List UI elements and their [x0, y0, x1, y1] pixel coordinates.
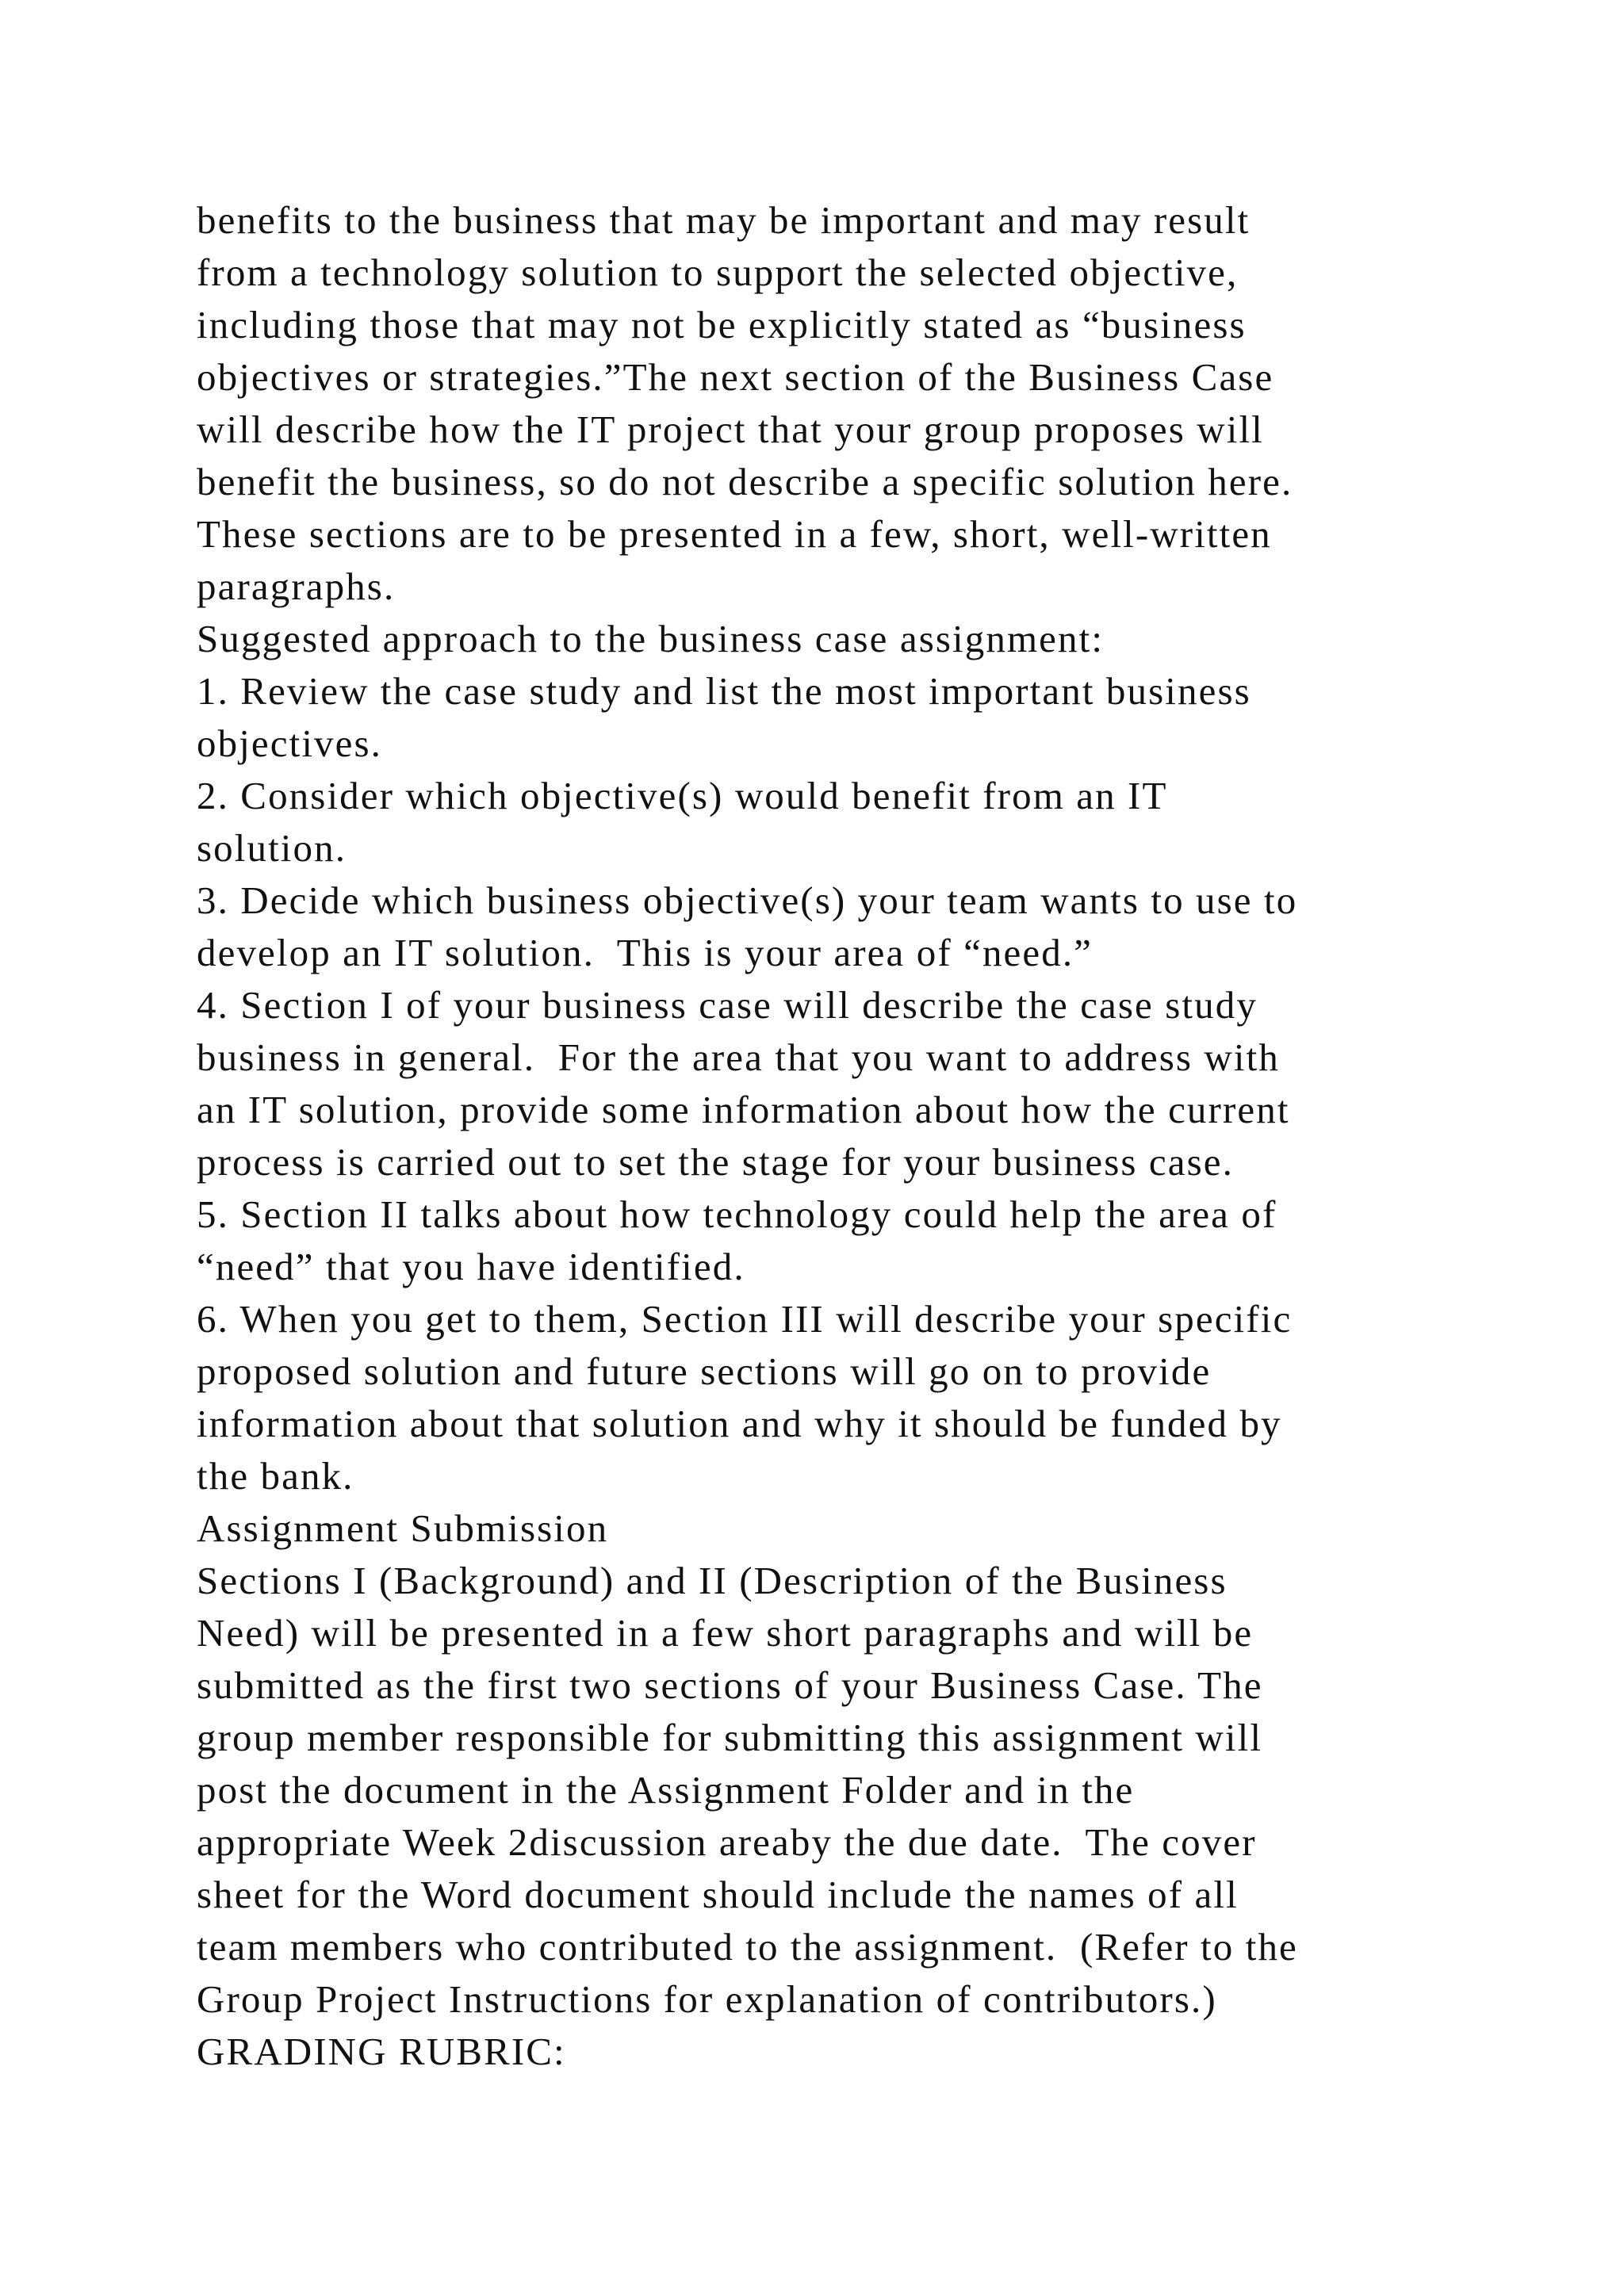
list-item: “need” that you have identified.	[197, 1245, 745, 1288]
list-item: 5. Section II talks about how technology could help the area of	[197, 1192, 1277, 1236]
list-item: the bank.	[197, 1454, 354, 1498]
text-line: benefit the business, so do not describe a specific solution here.	[197, 460, 1293, 503]
text-line: post the document in the Assignment Folder and in the	[197, 1768, 1135, 1812]
text-line: These sections are to be presented in a few, short, well-written	[197, 512, 1272, 556]
list-item: business in general. For the area that you want to address with	[197, 1035, 1280, 1079]
list-item: process is carried out to set the stage for your business case.	[197, 1140, 1234, 1184]
document-body	[197, 194, 1497, 2078]
text-line: benefits to the business that may be important and may result	[197, 198, 1251, 242]
text-line: from a technology solution to support the selected objective,	[197, 251, 1239, 294]
text-line: team members who contributed to the assignment. (Refer to the	[197, 1925, 1298, 1969]
text-line: sheet for the Word document should include the names of all	[197, 1873, 1239, 1916]
text-line: appropriate Week 2discussion areaby the due date. The cover	[197, 1820, 1257, 1864]
list-item: solution.	[197, 826, 347, 870]
text-line: will describe how the IT project that your group proposes will	[197, 408, 1264, 451]
list-item: proposed solution and future sections will go on to provide	[197, 1349, 1212, 1393]
list-item: develop an IT solution. This is your area of “need.”	[197, 931, 1094, 974]
list-item: 3. Decide which business objective(s) your team wants to use to	[197, 878, 1298, 922]
list-item: 1. Review the case study and list the most important business	[197, 669, 1251, 713]
text-line: paragraphs.	[197, 564, 396, 608]
text-line: Group Project Instructions for explanation of contributors.)	[197, 1977, 1217, 2021]
section-heading: GRADING RUBRIC:	[197, 2030, 566, 2073]
text-line: Sections I (Background) and II (Description of the Business	[197, 1559, 1228, 1602]
text-line: Need) will be presented in a few short paragraphs and will be	[197, 1611, 1254, 1655]
list-item: information about that solution and why it should be funded by	[197, 1402, 1282, 1445]
section-heading: Assignment Submission	[197, 1506, 609, 1550]
list-item: objectives.	[197, 721, 383, 765]
list-item: 2. Consider which objective(s) would benefit from an IT	[197, 774, 1168, 817]
list-item: an IT solution, provide some information about how the current	[197, 1088, 1290, 1131]
text-line: group member responsible for submitting this assignment will	[197, 1716, 1263, 1759]
section-heading: Suggested approach to the business case assignment:	[197, 617, 1105, 660]
text-line: objectives or strategies.”The next section of the Business Case	[197, 355, 1274, 399]
list-item: 4. Section I of your business case will describe the case study	[197, 983, 1258, 1027]
list-item: 6. When you get to them, Section III will describe your specific	[197, 1297, 1293, 1341]
text-line: including those that may not be explicitly stated as “business	[197, 303, 1247, 346]
text-line: submitted as the first two sections of your Business Case. The	[197, 1663, 1263, 1707]
